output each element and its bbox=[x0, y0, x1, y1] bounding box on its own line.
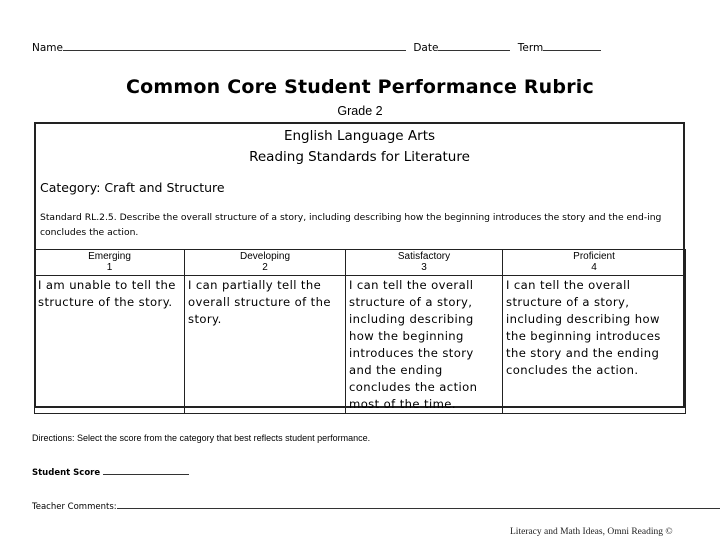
level-name: Satisfactory bbox=[397, 251, 451, 262]
level-score: 2 bbox=[262, 262, 268, 273]
date-line[interactable] bbox=[438, 40, 510, 51]
directions-text: Directions: Select the score from the category that best reflects student performance. bbox=[32, 433, 371, 443]
rubric-header-row bbox=[35, 250, 686, 276]
subject-title: English Language Arts bbox=[283, 128, 436, 144]
rubric-description-row bbox=[35, 276, 686, 414]
teacher-comments-field[interactable] bbox=[32, 500, 720, 512]
level-score: 3 bbox=[421, 262, 427, 273]
date-label: Date bbox=[413, 42, 439, 54]
level-header-satisfactory bbox=[346, 250, 503, 276]
rubric-box bbox=[34, 122, 685, 411]
level-header-proficient bbox=[503, 250, 686, 276]
level-description-satisfactory: I can tell the overall structure of a story, including describing how the beginning introduces the story and the ending concludes the action most of the time. bbox=[346, 276, 503, 414]
level-score: 4 bbox=[591, 262, 597, 273]
name-field[interactable] bbox=[32, 40, 410, 54]
level-score: 1 bbox=[106, 262, 113, 273]
level-header-emerging bbox=[35, 250, 185, 276]
level-description-emerging: I am unable to tell the structure of the story. bbox=[35, 276, 185, 414]
name-line[interactable] bbox=[63, 40, 406, 51]
level-name: Proficient bbox=[573, 251, 615, 262]
level-description-proficient: I can tell the overall structure of a story, including describing how the beginning introduces the story and the ending concludes the action. bbox=[503, 276, 686, 414]
teacher-comments-line[interactable] bbox=[117, 500, 720, 509]
student-score-label: Student Score bbox=[32, 468, 101, 478]
category-label: Category: Craft and Structure bbox=[40, 180, 225, 195]
footer-credit: Literacy and Math Ideas, Omni Reading © bbox=[510, 527, 673, 537]
standard-text: Standard RL.2.5. Describe the overall structure of a story, including describing how the beginning introduces the story and the end-ing concludes the action. bbox=[40, 212, 662, 238]
level-description-developing: I can partially tell the overall structure of the story. bbox=[185, 276, 346, 414]
date-field[interactable] bbox=[413, 40, 514, 54]
rubric-table bbox=[34, 249, 686, 414]
level-name: Developing bbox=[239, 251, 291, 262]
term-label: Term bbox=[517, 42, 544, 54]
name-label: Name bbox=[32, 42, 63, 54]
strand-title: Reading Standards for Literature bbox=[249, 149, 470, 165]
header-fields bbox=[32, 40, 605, 54]
teacher-comments-label: Teacher Comments: bbox=[32, 502, 117, 512]
rubric-heading bbox=[36, 126, 683, 168]
page-title: Common Core Student Performance Rubric bbox=[126, 76, 594, 98]
grade-label: Grade 2 bbox=[337, 104, 383, 118]
term-line[interactable] bbox=[543, 40, 601, 51]
student-score-field[interactable] bbox=[32, 466, 189, 478]
level-name: Emerging bbox=[88, 251, 131, 262]
student-score-line[interactable] bbox=[103, 466, 189, 475]
level-header-developing bbox=[185, 250, 346, 276]
term-field[interactable] bbox=[518, 40, 605, 54]
